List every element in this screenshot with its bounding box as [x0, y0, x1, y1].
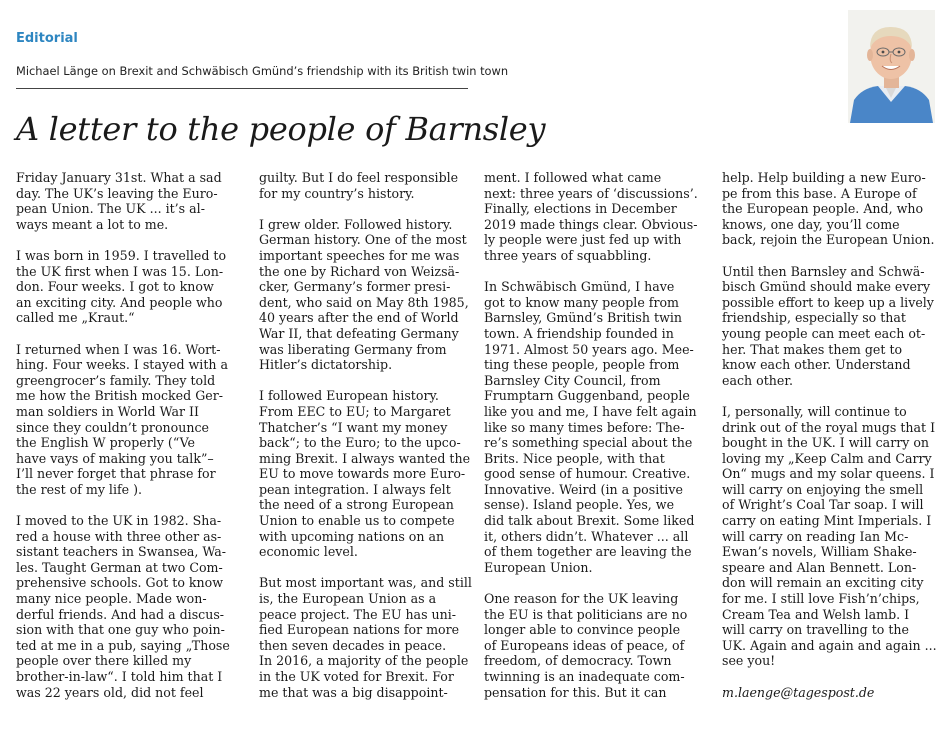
text-line: sistant teachers in Swansea, Wa-: [16, 544, 227, 560]
text-line: guilty. But I do feel responsible: [259, 170, 459, 185]
text-line: three years of squabbling.: [484, 247, 652, 263]
text-line: the need of a strong European: [259, 497, 454, 513]
text-line: loving my „Keep Calm and Carry: [722, 450, 932, 466]
text-line: speare and Alan Bennett. Lon-: [722, 559, 917, 575]
text-line: Thatcher’s “I want my money: [259, 419, 448, 435]
text-line: have vays of making you talk”–: [16, 450, 214, 466]
text-line: see you!: [722, 653, 776, 669]
text-line: I, personally, will continue to: [722, 403, 907, 419]
text-line: hing. Four weeks. I stayed with a: [16, 357, 229, 373]
text-line: ted at me in a pub, saying „Those: [16, 637, 230, 653]
text-line: I’ll never forget that phrase for: [16, 466, 216, 482]
text-line: I grew older. Followed history.: [259, 216, 453, 232]
text-line: me that was a big disappoint-: [259, 684, 448, 700]
text-line: like so many times before: The-: [484, 419, 685, 435]
text-line: back“; to the Euro; to the upco-: [259, 435, 461, 451]
text-line: her. That makes them get to: [722, 341, 903, 357]
text-line: ment. I followed what came: [484, 170, 662, 185]
article-column-3: [484, 170, 706, 716]
text-line: 2019 made things clear. Obvious-: [484, 216, 698, 232]
text-line: derful friends. And had a discus-: [16, 606, 225, 622]
text-line: twinning is an inadequate com-: [484, 669, 685, 684]
paragraph: [259, 575, 477, 700]
text-line: friendship, especially so that: [722, 310, 906, 326]
text-line: les. Taught German at two Com-: [16, 559, 223, 575]
text-line: each other.: [722, 372, 793, 388]
text-line: Cream Tea and Welsh lamb. I: [722, 606, 910, 622]
header-rule: [16, 88, 468, 89]
section-label: Editorial: [16, 31, 78, 46]
text-line: people over there killed my: [16, 653, 192, 669]
text-line: will carry on travelling to the: [722, 622, 909, 638]
text-line: knows, one day, you’ll come: [722, 216, 900, 232]
text-line: will carry on enjoying the smell: [722, 481, 924, 497]
text-line: did talk about Brexit. Some liked: [484, 513, 695, 529]
text-line: Innovative. Weird (in a positive: [484, 481, 683, 497]
text-line: prehensive schools. Got to know: [16, 575, 224, 591]
text-line: ly people were just fed up with: [484, 232, 682, 248]
text-line: young people can meet each ot-: [722, 325, 926, 341]
text-line: is, the European Union as a: [259, 591, 437, 607]
text-line: the European people. And, who: [722, 201, 924, 217]
author-photo: [848, 10, 935, 123]
text-line: many nice people. Made won-: [16, 591, 207, 607]
text-line: greengrocer’s family. They told: [16, 372, 216, 388]
text-line: bought in the UK. I will carry on: [722, 435, 930, 451]
text-line: Hitler’s dictatorship.: [259, 357, 393, 373]
text-line: possible effort to keep up a lively: [722, 294, 934, 310]
text-line: Friday January 31st. What a sad: [16, 170, 222, 185]
text-line: Until then Barnsley and Schwä-: [722, 263, 925, 279]
text-line: of Wright’s Coal Tar soap. I will: [722, 497, 924, 513]
text-line: I was born in 1959. I travelled to: [16, 247, 227, 263]
text-line: for my country’s history.: [259, 185, 415, 201]
text-line: the rest of my life ).: [16, 481, 143, 497]
text-line: was 22 years old, did not feel: [16, 684, 204, 700]
text-line: brother-in-law“. I told him that I: [16, 669, 223, 684]
text-line: important speeches for me was: [259, 247, 460, 263]
paragraph: [722, 404, 944, 669]
paragraph: [259, 170, 477, 201]
text-line: economic level.: [259, 544, 358, 560]
text-line: sion with that one guy who poin-: [16, 622, 225, 638]
text-line: don. Four weeks. I got to know: [16, 279, 214, 295]
text-line: since they couldn’t pronounce: [16, 419, 209, 435]
text-line: Brits. Nice people, with that: [484, 450, 665, 466]
text-line: freedom, of democracy. Town: [484, 653, 672, 669]
text-line: good sense of humour. Creative.: [484, 466, 691, 482]
paragraph: [16, 513, 246, 700]
text-line: then seven decades in peace.: [259, 637, 447, 653]
text-line: On“ mugs and my solar queens. I: [722, 466, 935, 482]
text-line: me how the British mocked Ger-: [16, 388, 223, 404]
text-line: One reason for the UK leaving: [484, 591, 679, 607]
paragraph: [16, 342, 246, 498]
text-line: ting these people, people from: [484, 357, 680, 373]
text-line: I moved to the UK in 1982. Sha-: [16, 513, 222, 529]
text-line: know each other. Understand: [722, 357, 911, 373]
text-line: in the UK voted for Brexit. For: [259, 669, 454, 684]
paragraph: [484, 279, 706, 575]
paragraph: [722, 170, 944, 248]
text-line: From EEC to EU; to Margaret: [259, 403, 451, 419]
text-line: But most important was, and still: [259, 575, 472, 591]
text-line: of them together are leaving the: [484, 544, 692, 560]
text-line: pean integration. I always felt: [259, 481, 451, 497]
text-line: Finally, elections in December: [484, 201, 677, 217]
text-line: UK. Again and again and again ...: [722, 637, 937, 653]
article-column-1: [16, 170, 246, 716]
text-line: In Schwäbisch Gmünd, I have: [484, 279, 675, 295]
paragraph: [259, 388, 477, 560]
text-line: pean Union. The UK ... it’s al-: [16, 201, 205, 217]
paragraph: [484, 170, 706, 264]
text-line: will carry on reading Ian Mc-: [722, 528, 909, 544]
text-line: EU to move towards more Euro-: [259, 466, 466, 482]
headline: A letter to the people of Barnsley: [16, 110, 546, 148]
text-line: ming Brexit. I always wanted the: [259, 450, 471, 466]
text-line: red a house with three other as-: [16, 528, 222, 544]
text-line: ways meant a lot to me.: [16, 216, 169, 232]
text-line: got to know many people from: [484, 294, 679, 310]
text-line: German history. One of the most: [259, 232, 467, 248]
text-line: day. The UK’s leaving the Euro-: [16, 185, 218, 201]
paragraph: [259, 217, 477, 373]
text-line: back, rejoin the European Union.: [722, 232, 935, 248]
text-line: peace project. The EU has uni-: [259, 606, 457, 622]
text-line: Ewan’s novels, William Shake-: [722, 544, 917, 560]
paragraph: [722, 264, 944, 389]
text-line: the one by Richard von Weizsä-: [259, 263, 460, 279]
subheadline: Michael Länge on Brexit and Schwäbisch Gmünd’s friendship with its British twin town: [16, 64, 509, 78]
text-line: the EU is that politicians are no: [484, 606, 688, 622]
text-line: don will remain an exciting city: [722, 575, 924, 591]
text-line: was liberating Germany from: [259, 341, 447, 357]
text-line: Frumptarn Guggenband, people: [484, 388, 690, 404]
paragraph: [16, 170, 246, 232]
text-line: bisch Gmünd should make every: [722, 279, 931, 295]
text-line: longer able to convince people: [484, 622, 681, 638]
paragraph: [484, 591, 706, 700]
text-line: called me „Kraut.“: [16, 310, 135, 326]
text-line: Union to enable us to compete: [259, 513, 455, 529]
text-line: next: three years of ‘discussions’.: [484, 185, 698, 201]
text-line: like you and me, I have felt again: [484, 403, 697, 419]
text-line: Barnsley, Gmünd’s British twin: [484, 310, 682, 326]
text-line: drink out of the royal mugs that I: [722, 419, 936, 435]
text-line: an exciting city. And people who: [16, 294, 223, 310]
text-line: dent, who said on May 8th 1985,: [259, 294, 469, 310]
article-column-4: [722, 170, 944, 716]
author-portrait-icon: [848, 10, 935, 123]
text-line: War II, that defeating Germany: [259, 325, 459, 341]
author-email-link[interactable]: m.laenge@tagespost.de: [722, 684, 875, 700]
text-line: fied European nations for more: [259, 622, 460, 638]
text-line: with upcoming nations on an: [259, 528, 445, 544]
text-line: the English W properly (“Ve: [16, 435, 196, 451]
text-line: 1971. Almost 50 years ago. Mee-: [484, 341, 694, 357]
text-line: sense). Island people. Yes, we: [484, 497, 675, 513]
text-line: I returned when I was 16. Wort-: [16, 341, 221, 357]
text-line: town. A friendship founded in: [484, 325, 674, 341]
paragraph: [16, 248, 246, 326]
text-line: In 2016, a majority of the people: [259, 653, 469, 669]
text-line: of Europeans ideas of peace, of: [484, 637, 685, 653]
text-line: the UK first when I was 15. Lon-: [16, 263, 224, 279]
text-line: Barnsley City Council, from: [484, 372, 661, 388]
text-line: I followed European history.: [259, 388, 439, 404]
text-line: re’s something special about the: [484, 435, 693, 451]
article-column-2: [259, 170, 477, 716]
text-line: cker, Germany’s former presi-: [259, 279, 451, 295]
text-line: pensation for this. But it can: [484, 684, 667, 700]
text-line: for me. I still love Fish’n’chips,: [722, 591, 920, 607]
text-line: pe from this base. A Europe of: [722, 185, 917, 201]
text-line: 40 years after the end of World: [259, 310, 459, 326]
text-line: European Union.: [484, 559, 593, 575]
text-line: help. Help building a new Euro-: [722, 170, 926, 185]
text-line: it, others didn’t. Whatever ... all: [484, 528, 689, 544]
text-line: man soldiers in World War II: [16, 403, 199, 419]
text-line: carry on eating Mint Imperials. I: [722, 513, 932, 529]
